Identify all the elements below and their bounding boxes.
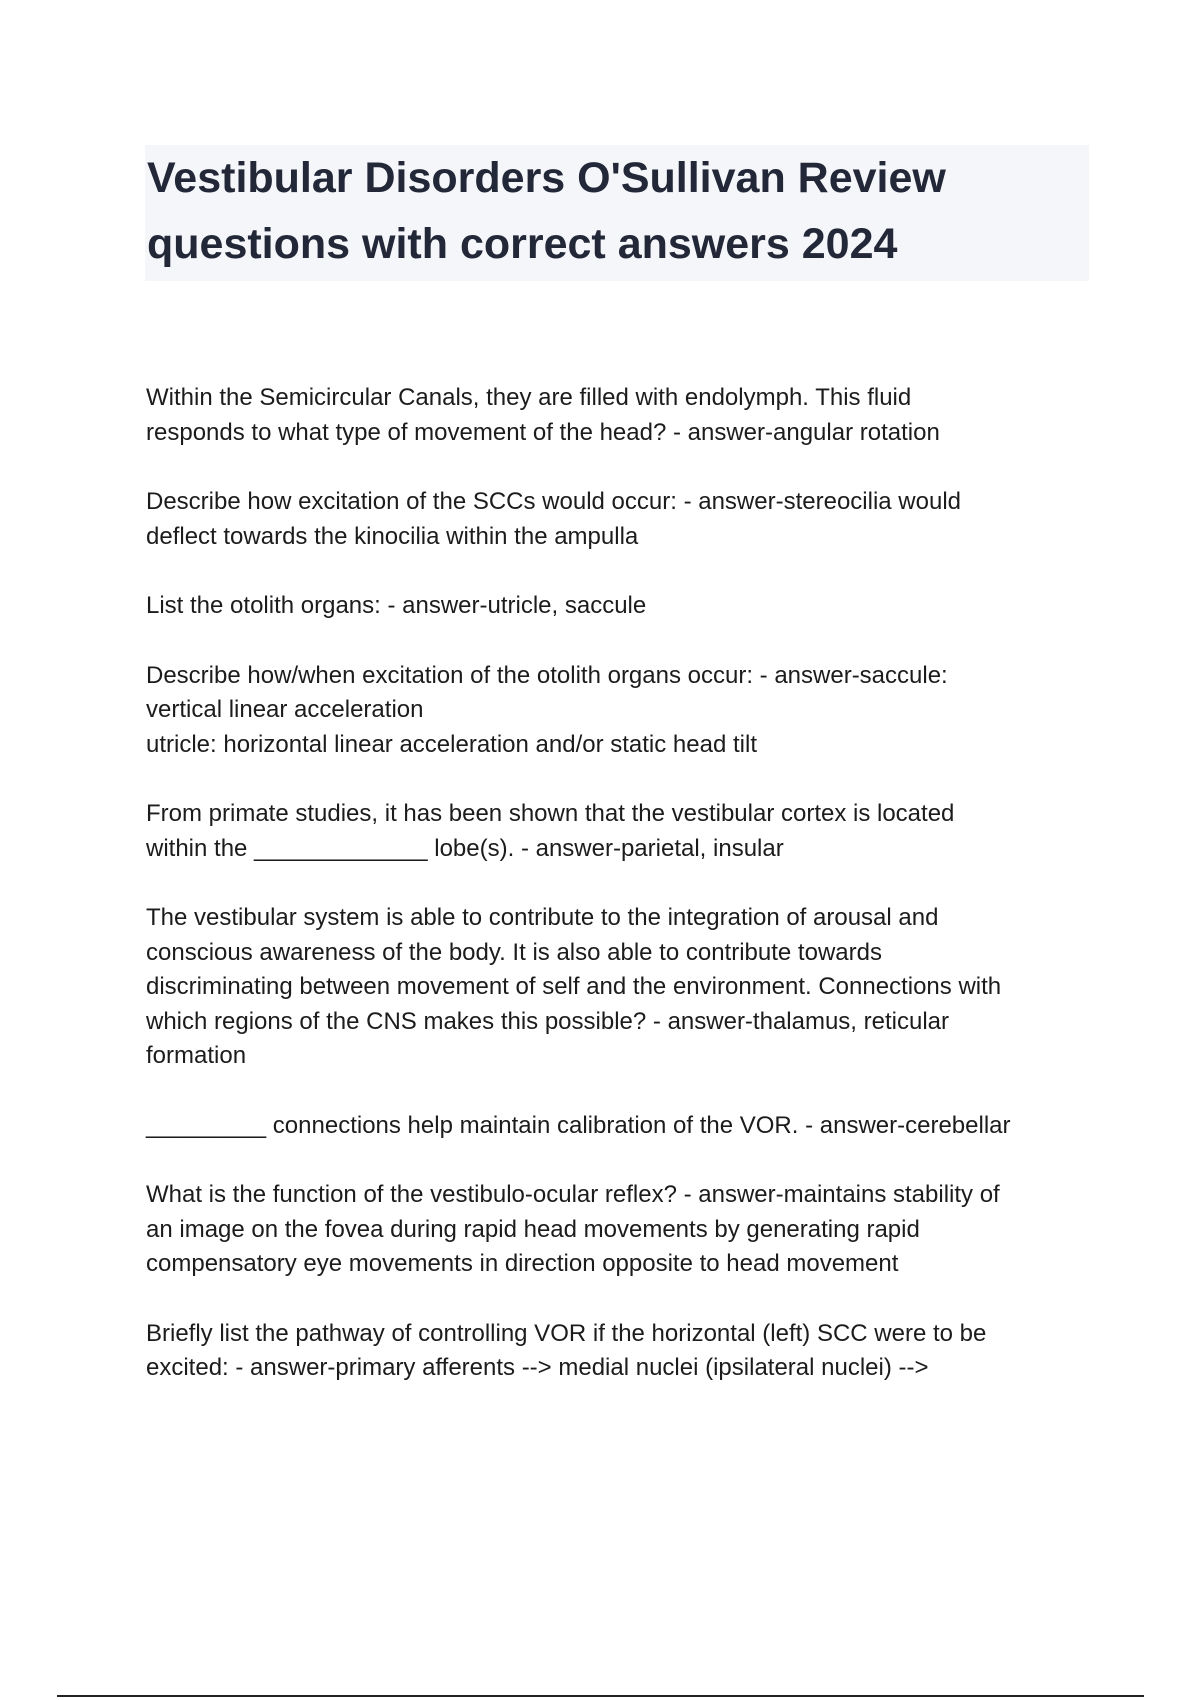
qa-item: The vestibular system is able to contribute to the integration of arousal and conscious awareness of the body. It is also able to contribute towards discriminating between movement of self and the environment. Connections with which regions of the CNS makes this possible? - answer-thalamus, reticular formation: [146, 904, 1002, 1069]
qa-item: Within the Semicircular Canals, they are filled with endolymph. This fluid responds to what type of movement of the head? - answer-angular rotation: [146, 384, 940, 446]
document-title: Vestibular Disorders O'Sullivan Review questions with correct answers 2024: [147, 154, 946, 268]
qa-item: _________ connections help maintain calibration of the VOR. - answer-cerebellar: [146, 1111, 1011, 1139]
page-divider: [57, 1695, 1144, 1697]
qa-item: What is the function of the vestibulo-ocular reflex? - answer-maintains stability of an image on the fovea during rapid head movements by generating rapid compensatory eye movements in direction opposite to head movement: [146, 1181, 1000, 1277]
qa-item: Describe how/when excitation of the otolith organs occur: - answer-saccule: vertical linear acceleration utricle: horizontal linear acceleration and/or static head tilt: [146, 661, 948, 758]
qa-list: [146, 381, 1091, 1421]
qa-item: From primate studies, it has been shown that the vestibular cortex is located within the _____________ lobe(s). - answer-parietal, insular: [146, 800, 955, 862]
qa-item: Briefly list the pathway of controlling VOR if the horizontal (left) SCC were to be excited: - answer-primary afferents --> medial nuclei (ipsilateral nuclei) -->: [146, 1319, 987, 1381]
qa-item: List the otolith organs: - answer-utricle, saccule: [146, 592, 647, 619]
title-banner: [145, 145, 1089, 281]
qa-item: Describe how excitation of the SCCs would occur: - answer-stereocilia would deflect towards the kinocilia within the ampulla: [146, 488, 962, 550]
